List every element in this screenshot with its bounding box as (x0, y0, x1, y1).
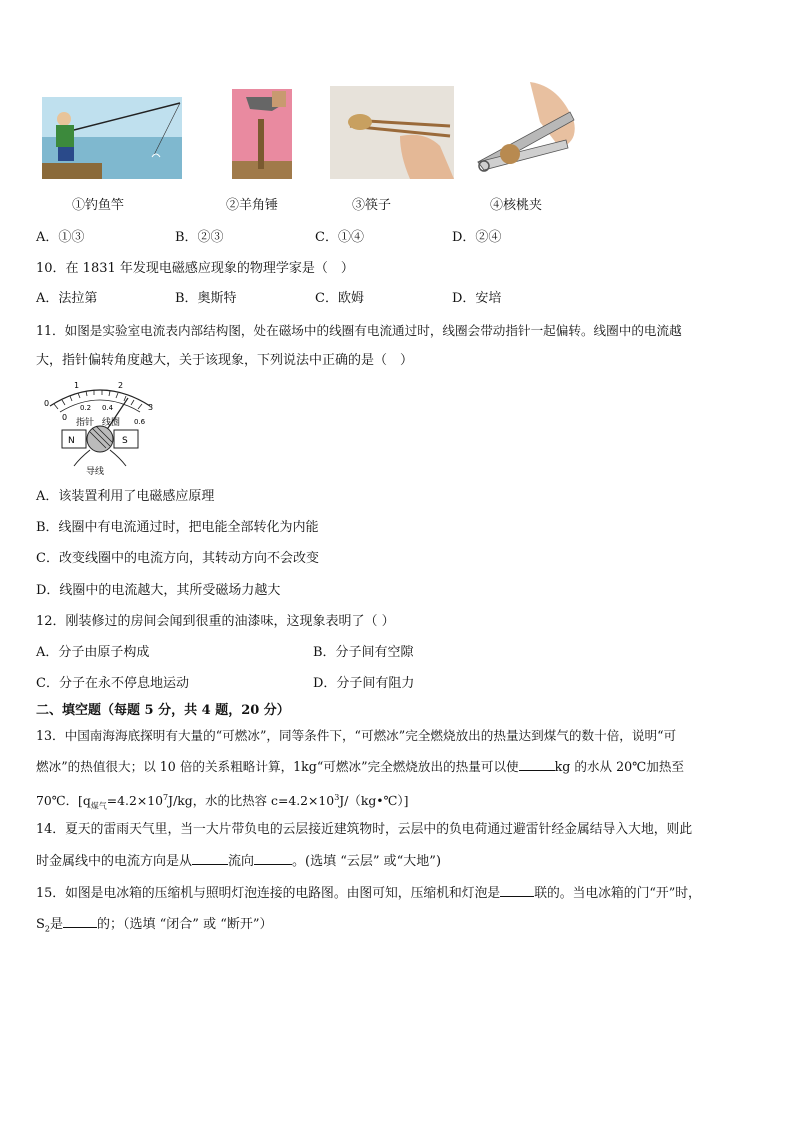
q13-line2-text-a: 燃冰”的热值很大；以 10 倍的关系粗略计算，1kg“可燃冰”完全燃烧放出的热量可以使 (36, 759, 519, 774)
scale-right: 3 (148, 403, 154, 412)
caption-chopsticks: ③筷子 (352, 198, 392, 213)
scale-inner-04: 0.4 (102, 404, 114, 412)
scale-inner-02: 0.2 (80, 404, 92, 412)
q14-line1: 14．夏天的雷雨天气里，当一大片带负电的云层接近建筑物时，云层中的负电荷通过避雷针经金属结导入大地，则此 (36, 822, 693, 837)
scale-top-2: 2 (118, 381, 124, 390)
q14-blank-to[interactable] (254, 852, 292, 865)
scale-left: 0 (44, 399, 50, 408)
q11-option-c: C．改变线圈中的电流方向，其转动方向不会改变 (36, 551, 319, 566)
caption-claw-hammer: ②羊角锤 (226, 198, 279, 213)
nutcracker-image (470, 82, 580, 180)
q15-line2-text-b: 是 (50, 917, 64, 932)
q12-stem: 12．刚装修过的房间会闻到很重的油漆味，这现象表明了（ ） (36, 614, 395, 629)
q11-stem-line2: 大，指针偏转角度越大，关于该现象，下列说法中正确的是（ ） (36, 353, 414, 368)
q14-line2-text-b: 流向 (228, 854, 255, 869)
q13-line3-text-d: J/（kg•℃）] (339, 793, 409, 809)
q14-line2-text-a: 时金属线中的电流方向是从 (36, 854, 193, 869)
q15-line1-text-b: 联的。当电冰箱的门“开”时， (534, 886, 701, 901)
q13-blank[interactable] (519, 758, 555, 771)
q10-option-b: B．奥斯特 (175, 291, 237, 306)
q12-option-d: D．分子间有阻力 (313, 676, 415, 691)
q13-line2-text-b: kg 的水从 20℃加热至 (554, 759, 685, 774)
q10-option-d: D．安培 (452, 291, 502, 306)
q13-line3-sup1: 7 (163, 793, 169, 802)
q13-line1: 13．中国南海海底探明有大量的“可燃冰”，同等条件下，“可燃冰”完全燃烧放出的热量达到煤气的数十倍，说明“可 (36, 728, 677, 743)
q13-line2 (36, 758, 684, 776)
q11-option-b: B．线圈中有电流通过时，把电能全部转化为内能 (36, 520, 319, 535)
pointer-label: 指针 (76, 418, 95, 428)
q11-stem-line1: 11．如图是实验室电流表内部结构图，处在磁场中的线圈有电流通过时，线圈会带动指针一起偏转。线圈中的电流越 (36, 323, 682, 338)
q15-blank-connection[interactable] (500, 884, 534, 897)
q10-stem: 10．在 1831 年发现电磁感应现象的物理学家是（ ） (36, 261, 354, 276)
wire-label: 导线 (86, 467, 105, 477)
caption-nutcracker: ④核桃夹 (490, 198, 543, 213)
q9-option-d: D．②④ (452, 230, 502, 245)
q14-blank-from[interactable] (192, 852, 228, 865)
q13-line3 (36, 789, 408, 816)
q14-line2-text-c: 。(选填 “云层” 或“大地”) (292, 854, 442, 869)
scale-inner-0: 0 (62, 413, 68, 422)
section-heading: 二、填空题（每题 5 分，共 4 题，20 分） (36, 703, 290, 718)
q15-blank-switch[interactable] (63, 915, 97, 928)
coil-label: 线圈 (102, 418, 121, 428)
q12-option-a: A．分子由原子构成 (36, 645, 150, 660)
scale-inner-06: 0.6 (134, 418, 146, 426)
q10-option-a: A．法拉第 (36, 291, 98, 306)
fishing-rod-image (42, 97, 182, 179)
q13-line3-sup2: 3 (334, 793, 340, 802)
q13-line3-text-b: =4.2×10 (106, 793, 164, 809)
q10-option-c: C．欧姆 (315, 291, 364, 306)
q15-line1 (36, 884, 701, 903)
q12-option-c: C．分子在永不停息地运动 (36, 676, 189, 691)
q9-option-c: C．①④ (315, 230, 364, 245)
q15-line2-text-a: S (36, 917, 45, 932)
q13-line3-text-a: 70℃．[q (36, 793, 91, 809)
n-pole-label: N (68, 436, 75, 446)
q15-line2 (36, 915, 273, 939)
scale-top-1: 1 (74, 381, 80, 390)
q9-option-b: B．②③ (175, 230, 224, 245)
q14-line2 (36, 852, 441, 871)
s-pole-label: S (122, 436, 128, 446)
q9-option-a: A．①③ (36, 230, 85, 245)
q12-option-b: B．分子间有空隙 (313, 645, 414, 660)
q13-line3-text-c: J/kg，水的比热容 c=4.2×10 (168, 793, 335, 809)
q15-line2-text-c: 的；（选填 “闭合” 或 “断开”） (97, 917, 273, 932)
q11-option-a: A．该装置利用了电磁感应原理 (36, 489, 215, 504)
claw-hammer-image (232, 89, 292, 179)
chopsticks-image (330, 86, 454, 179)
q15-line1-text-a: 15．如图是电冰箱的压缩机与照明灯泡连接的电路图。由图可知，压缩机和灯泡是 (36, 886, 501, 901)
q11-option-d: D．线圈中的电流越大，其所受磁场力越大 (36, 583, 281, 598)
caption-fishing-rod: ①钓鱼竿 (72, 198, 125, 213)
q13-line3-sub: 煤气 (90, 801, 107, 811)
ammeter-diagram (40, 376, 160, 480)
q15-line2-sub: 2 (44, 924, 50, 934)
